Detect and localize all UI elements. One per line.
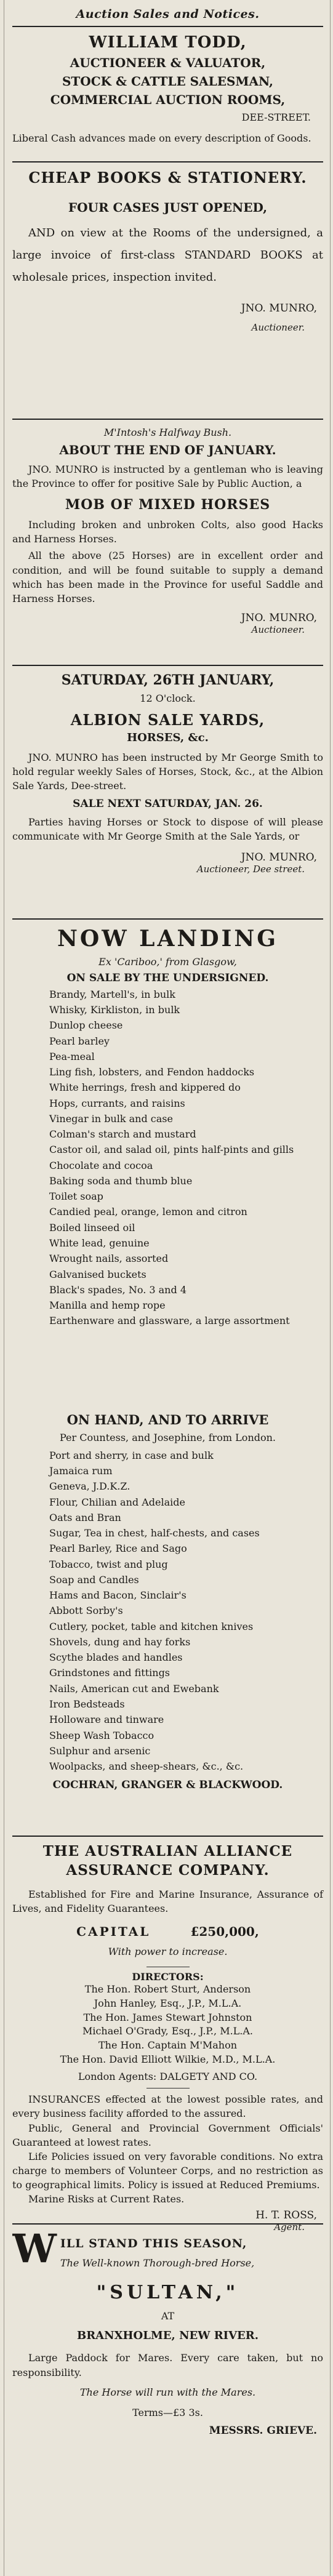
list-item: Ling fish, lobsters, and Fendon haddocks	[49, 1066, 255, 1078]
alliance-capital-label: CAPITAL	[76, 1924, 151, 1940]
ad-now-landing	[12, 920, 323, 1406]
list-item: Galvanised buckets	[49, 1268, 146, 1280]
alliance-title-2: ASSURANCE COMPANY.	[66, 1862, 270, 1879]
todd-street: DEE-STREET.	[241, 111, 311, 123]
list-item: Woolpacks, and sheep-shears, &c., &c.	[49, 1760, 244, 1773]
sultan-horse-note: The Horse will run with the Mares.	[79, 2386, 256, 2398]
list-item: Toilet soap	[49, 1190, 103, 1203]
sultan-name: "SULTAN,"	[96, 2281, 239, 2303]
horses-body2: Including broken and unbroken Colts, also good Hacks and Harness Horses.	[12, 519, 323, 545]
list-item: Colman's starch and mustard	[49, 1128, 196, 1141]
list-item: Black's spades, No. 3 and 4	[49, 1283, 187, 1296]
albion-sub: HORSES, &c.	[127, 731, 209, 744]
landing-sub: ON SALE BY THE UNDERSIGNED.	[66, 971, 269, 984]
albion-body2: Parties having Horses or Stock to dispose of will please communicate with Mr George Smith at the Sale Yards, or	[12, 816, 323, 843]
horses-title: ABOUT THE END OF JANUARY.	[59, 442, 276, 457]
sultan-terms: Terms—£3 3s.	[132, 2406, 203, 2418]
todd-note: Liberal Cash advances made on every description of Goods.	[12, 132, 311, 144]
list-item: Earthenware and glassware, a large assortment	[49, 1315, 290, 1327]
list-item: Baking soda and thumb blue	[49, 1174, 193, 1187]
sultan-paddock: Large Paddock for Mares. Every care taken, but no responsibility.	[12, 2352, 323, 2378]
list-item: Sulphur and arsenic	[49, 1744, 151, 1757]
list-item: Brandy, Martell's, in bulk	[49, 988, 175, 1000]
list-item: Tobacco, twist and plug	[49, 1558, 168, 1570]
director-name: Michael O'Grady, Esq., J.P., M.L.A.	[82, 2025, 254, 2037]
list-item: Geneva, J.D.K.Z.	[49, 1480, 130, 1493]
horses-body1: JNO. MUNRO is instructed by a gentleman who is leaving the Province to offer for positive Sale by Public Auction, a	[12, 463, 323, 489]
section-header: Auction Sales and Notices.	[12, 4, 323, 27]
albion-role: Auctioneer, Dee street.	[196, 863, 305, 875]
alliance-established: Established for Fire and Marine Insurance, Assurance of Lives, and Fidelity Guarantees.	[12, 1888, 323, 1915]
alliance-capital-amount: £250,000,	[190, 1924, 259, 1940]
list-item: Nails, American cut and Ewebank	[49, 1682, 219, 1695]
list-item: Scythe blades and handles	[49, 1651, 183, 1664]
books-sig: JNO. MUNRO,	[241, 302, 317, 315]
list-item: Boiled linseed oil	[49, 1221, 135, 1234]
todd-name: WILLIAM TODD,	[89, 33, 247, 52]
alliance-body-2: Public, General and Provincial Government Officials' Guaranteed at lowest rates.	[12, 2122, 323, 2148]
list-item: Pearl barley	[49, 1035, 110, 1047]
alliance-agents: London Agents: DALGETY AND CO.	[78, 2071, 258, 2083]
list-item: Holloware and tinware	[49, 1714, 164, 1726]
list-item: Soap and Candles	[49, 1573, 139, 1586]
list-item: Hams and Bacon, Sinclair's	[49, 1589, 187, 1602]
ad-on-hand	[12, 1406, 323, 1837]
ad-william-todd	[12, 27, 323, 163]
horses-mob: MOB OF MIXED HORSES	[65, 497, 271, 513]
alliance-capital-line	[12, 1924, 323, 1939]
sultan-sig: MESSRS. GRIEVE.	[209, 2425, 317, 2438]
ad-mixed-horses	[12, 420, 323, 666]
director-name: The Hon. Captain M'Mahon	[98, 2039, 238, 2051]
ad-cheap-books	[12, 163, 323, 420]
hand-sub: Per Countess, and Josephine, from London.	[59, 1432, 276, 1443]
list-item: Hops, currants, and raisins	[49, 1097, 185, 1109]
albion-date: SATURDAY, 26TH JANUARY,	[61, 672, 275, 688]
list-item: Castor oil, and salad oil, pints half-pints and gills	[49, 1144, 294, 1156]
alliance-body-3: Life Policies issued on very favorable conditions. No extra charge to members of Volunteer Corps, and no restriction as to geographical limits. Policy is issued at Reduced Premiums.	[12, 2150, 323, 2191]
alliance-role: Agent.	[274, 2221, 305, 2233]
list-item: Candied peal, orange, lemon and citron	[49, 1206, 247, 1218]
list-item: Cutlery, pocket, table and kitchen knives	[49, 1620, 254, 1632]
director-name: The Hon. James Stewart Johnston	[83, 2011, 252, 2023]
landing-title: NOW LANDING	[57, 926, 279, 952]
list-item: Shovels, dung and hay forks	[49, 1635, 191, 1648]
list-item: Jamaica rum	[49, 1464, 113, 1477]
books-sub: FOUR CASES JUST OPENED,	[68, 200, 268, 215]
landing-item-list	[12, 987, 323, 1329]
list-item: Pea-meal	[49, 1050, 95, 1062]
ad-albion-sale-yards	[12, 666, 323, 920]
director-name: The Hon. David Elliott Wilkie, M.D., M.L.A.	[60, 2053, 276, 2065]
sultan-at: AT	[161, 2309, 175, 2322]
sultan-place: BRANXHOLME, NEW RIVER.	[76, 2329, 259, 2343]
sultan-line-1: ILL STAND THIS SEASON,	[60, 2237, 247, 2250]
list-item: Wrought nails, assorted	[49, 1253, 169, 1265]
alliance-directors	[12, 1983, 323, 2066]
sultan-line-2: The Well-known Thorough-bred Horse,	[60, 2257, 255, 2269]
list-item: Grindstones and fittings	[49, 1667, 171, 1679]
todd-title: AUCTIONEER & VALUATOR,	[70, 55, 266, 70]
todd-rooms: COMMERCIAL AUCTION ROOMS,	[50, 92, 286, 107]
hand-firm: COCHRAN, GRANGER & BLACKWOOD.	[52, 1779, 283, 1792]
ad-sultan	[12, 2225, 323, 2437]
horses-role: Auctioneer.	[251, 624, 305, 636]
alliance-sig: H. T. ROSS,	[255, 2209, 317, 2221]
landing-ship: Ex 'Cariboo,' from Glasgow,	[98, 956, 237, 968]
albion-title: ALBION SALE YARDS,	[70, 710, 265, 729]
list-item: Dunlop cheese	[49, 1019, 123, 1032]
horses-place: M'Intosh's Halfway Bush.	[103, 427, 232, 438]
sultan-drop-cap: W	[12, 2231, 57, 2271]
list-item: Sugar, Tea in chest, half-chests, and cases	[49, 1527, 260, 1539]
list-item: Whisky, Kirkliston, in bulk	[49, 1003, 180, 1016]
director-name: The Hon. Robert Sturt, Anderson	[84, 1983, 251, 1996]
hand-title: ON HAND, AND TO ARRIVE	[66, 1412, 269, 1427]
list-item: Oats and Bran	[49, 1511, 121, 1523]
albion-time: 12 O'clock.	[140, 692, 196, 704]
alliance-body-4: Marine Risks at Current Rates.	[28, 2193, 185, 2205]
alliance-power: With power to increase.	[108, 1946, 228, 1958]
director-name: John Hanley, Esq., J.P., M.L.A.	[94, 1997, 242, 2009]
hand-item-list	[12, 1448, 323, 1775]
horses-sig: JNO. MUNRO,	[241, 612, 317, 625]
albion-body1: JNO. MUNRO has been instructed by Mr George Smith to hold regular weekly Sales of Horses, Stock, &c., at the Albion Sale Yards, Dee-street.	[12, 751, 323, 792]
albion-sig: JNO. MUNRO,	[241, 851, 317, 864]
list-item: Pearl Barley, Rice and Sago	[49, 1543, 187, 1555]
ad-australian-alliance	[12, 1837, 323, 2233]
list-item: Sheep Wash Tobacco	[49, 1729, 154, 1741]
horses-body3: All the above (25 Horses) are in excellent order and condition, and will be found suitable to supply a demand which has been made in the Province for useful Saddle and Harness Horses.	[12, 550, 323, 605]
list-item: Iron Bedsteads	[49, 1698, 125, 1710]
column-rule-right	[330, 0, 331, 2576]
list-item: Manilla and hemp rope	[49, 1299, 166, 1312]
list-item: Flour, Chilian and Adelaide	[49, 1496, 185, 1508]
list-item: White herrings, fresh and kippered do	[49, 1081, 241, 1094]
alliance-body-1: INSURANCES effected at the lowest possible rates, and every business facility afforded to the assured.	[12, 2093, 323, 2120]
alliance-title-1: THE AUSTRALIAN ALLIANCE	[42, 1843, 293, 1860]
list-item: Port and sherry, in case and bulk	[49, 1449, 214, 1461]
list-item: Abbott Sorby's	[49, 1605, 123, 1617]
list-item: White lead, genuine	[49, 1237, 150, 1249]
books-body: AND on view at the Rooms of the undersigned, a large invoice of first-class STANDARD BOOKS at wholesale prices, inspection invited.	[12, 227, 323, 284]
sultan-opening	[12, 2231, 323, 2271]
books-title: CHEAP BOOKS & STATIONERY.	[28, 169, 307, 187]
alliance-directors-label: DIRECTORS:	[132, 1971, 204, 1983]
todd-trade: STOCK & CATTLE SALESMAN,	[62, 74, 274, 89]
list-item: Chocolate and cocoa	[49, 1159, 153, 1171]
list-item: Vinegar in bulk and case	[49, 1112, 173, 1125]
books-role: Auctioneer.	[251, 322, 305, 333]
albion-next: SALE NEXT SATURDAY, JAN. 26.	[73, 798, 263, 811]
